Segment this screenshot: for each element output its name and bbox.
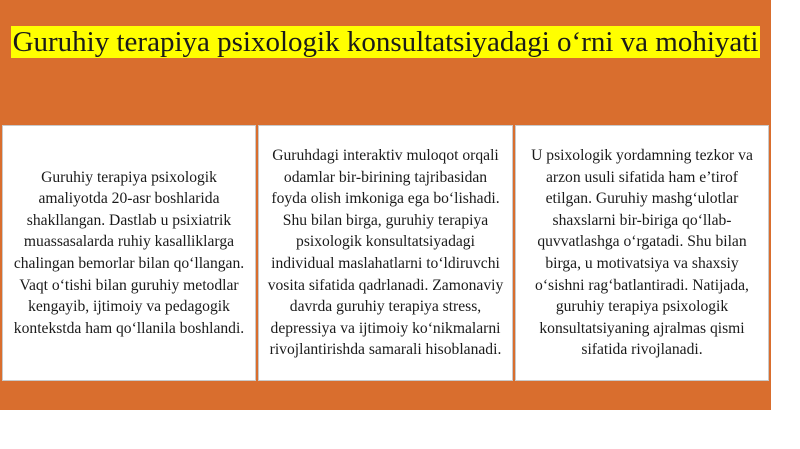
text-panel-3: [515, 125, 769, 381]
text-panel-2: [258, 125, 513, 381]
slide-title: Guruhiy terapiya psixologik konsultatsiyadagi o‘rni va mohiyati: [12, 26, 759, 58]
title-container: [0, 22, 771, 62]
panel-2-text: Guruhdagi interaktiv muloqot orqali odamlar bir-birining tajribasidan foyda olish imkoniga ega bo‘lishadi. Shu bilan birga, guruhiy terapiya psixologik konsultatsiyadagi individual maslahatlarni to‘ldiruvchi vosita sifatida qadrlanadi. Zamonaviy davrda guruhiy terapiya stress, depressiya va ijtimoiy ko‘nikmalarni rivojlantirishda samarali hisoblanadi.: [267, 147, 504, 359]
panel-1-text: Guruhiy terapiya psixologik amaliyotda 20-asr boshlarida shakllangan. Dastlab u psixiatrik muassasalarda ruhiy kasalliklarga chalingan bemorlar bilan qo‘llangan. Vaqt o‘tishi bilan guruhiy metodlar kengayib, ijtimoiy va pedagogik kontekstda ham qo‘llanila boshlandi.: [13, 168, 245, 337]
panel-3-text: U psixologik yordamning tezkor va arzon usuli sifatida ham e’tirof etilgan. Guruhiy mashg‘ulotlar shaxslarni bir-biriga qo‘llab-quvvatlashga o‘rgatadi. Shu bilan birga, u motivatsiya va shaxsiy o‘sishni rag‘batlantiradi. Natijada, guruhiy terapiya psixologik konsultatsiyaning ajralmas qismi sifatida rivojlanadi.: [531, 147, 753, 359]
text-panel-1: [2, 125, 256, 381]
